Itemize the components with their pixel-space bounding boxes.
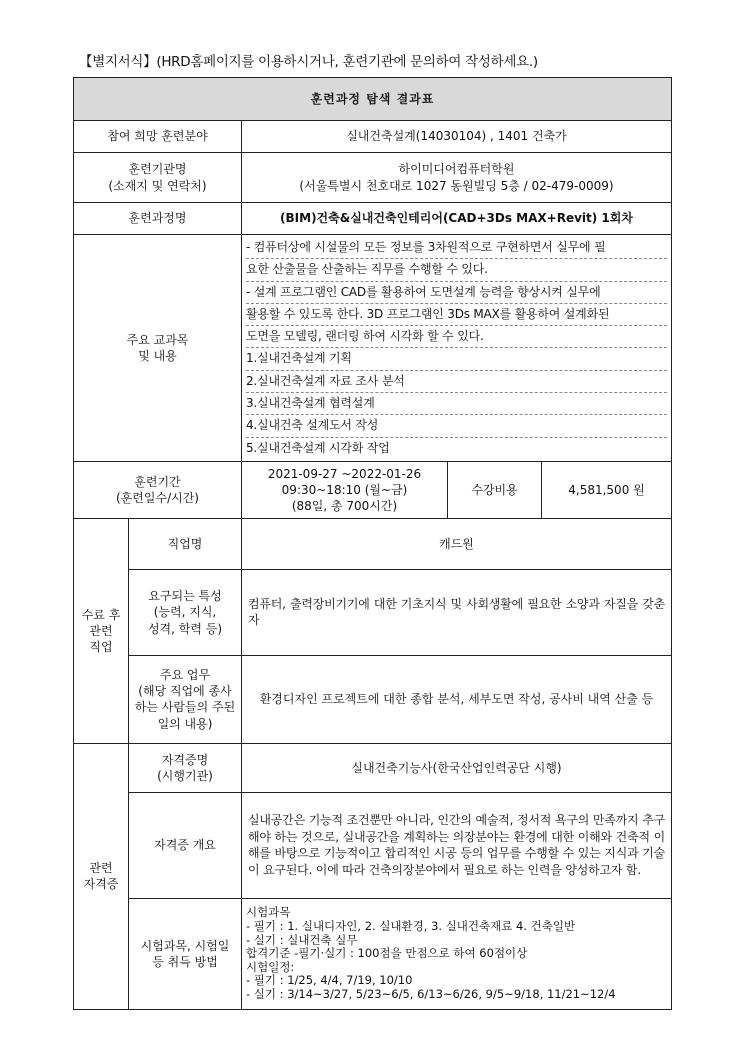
cert-exam-row [74,898,672,1009]
table-title: 훈련과정 탐색 결과표 [74,78,672,121]
exam-line: 합격기준 -필기·실기 : 100점을 만점으로 하여 60점이상 [246,946,528,961]
job-traits-label-line1: 요구되는 특성 [148,589,222,604]
result-table [73,77,672,1010]
period-time: 09:30~18:10 (월~금) [281,482,408,497]
subjects-line: - 설계 프로그램인 CAD를 활용하여 도면설계 능력을 향상시켜 실무에 [246,282,667,304]
subjects-line: 3.실내건축설계 협력설계 [246,393,667,415]
subjects-label-line2: 및 내용 [138,348,177,363]
job-duty-label-line2: (해당 직업에 종사 [138,684,232,699]
subjects-line: - 컴퓨터상에 시설물의 모든 정보를 3차원적으로 구현하면서 실무에 필 [246,237,667,259]
job-duty-label-line4: 일의 내용) [157,716,213,731]
cert-exam [242,898,672,1009]
cert-name-row [74,743,672,792]
institution-name: 하이미디어컴퓨터학원 [398,162,515,177]
course-value: (BIM)건축&실내건축인테리어(CAD+3Ds MAX+Revit) 1회차 [242,203,672,235]
job-traits: 컴퓨터, 출력장비기기에 대한 기초지식 및 사회생활에 필요한 소양과 자질을 갖춘 자 [242,569,672,655]
subjects-line: 요한 산출물을 산출하는 직무를 수행할 수 있다. [246,259,667,281]
cert-overview-label: 자격증 개요 [129,792,242,898]
course-row [74,203,672,235]
subjects-line: 도면을 모델링, 랜더링 하여 시각화 할 수 있다. [246,326,667,348]
cert-exam-label-line2: 등 취득 방법 [152,954,218,969]
job-name: 캐드원 [242,518,672,569]
job-duty-label [129,655,242,743]
fee-value: 4,581,500 원 [542,461,672,518]
title-row [74,78,672,121]
cert-exam-label-line1: 시험과목, 시험일 [140,938,230,953]
subjects-content [242,235,672,462]
cert-overview-row [74,792,672,898]
job-section-line2: 관련 [89,623,113,638]
subjects-label [74,235,242,462]
exam-line: 시험과목 [246,905,291,920]
cert-section-line1: 관련 [89,861,113,876]
job-name-row [74,518,672,569]
period-label-line1: 훈련기간 [134,474,181,489]
subjects-row [74,235,672,462]
period-row [74,461,672,518]
subjects-line: 2.실내건축설계 자료 조사 분석 [246,371,667,393]
cert-name: 실내건축기능사(한국산업인력공단 시행) [242,743,672,792]
cert-section-line2: 자격증 [83,877,119,892]
institution-address: (서울특별시 천호대로 1027 동원빌딩 5층 / 02-479-0009) [299,178,614,193]
subjects-line: 4.실내건축 설계도서 작성 [246,415,667,437]
job-traits-label-line2: (능력, 지식, [153,605,217,620]
cert-overview: 실내공간은 기능적 조건뿐만 아니라, 인간의 예술적, 정서적 욕구의 만족까지 추구해야 하는 것으로, 실내공간을 계획하는 의장분야는 환경에 대한 이해와 건축적 이해를 바탕으로 기능적이고 합리적인 시공 등의 업무를 수행할 수 있는 지식과 기술이 요구된다. 이에 따라 건축의장분야에서 필요로 하는 인력을 양성하고자 함. [242,792,672,898]
cert-name-label-line2: (시행기관) [157,768,213,783]
exam-line: - 실기 : 실내건축 실무 [246,932,358,947]
institution-row [74,153,672,203]
cert-name-label [129,743,242,792]
institution-label-line1: 훈련기관명 [128,162,187,177]
institution-label-line2: (소재지 및 연락처) [108,178,207,193]
job-traits-row [74,569,672,655]
exam-line: - 실기 : 3/14~3/27, 5/23~6/5, 6/13~6/26, 9/5~9/18, 11/21~12/4 [246,986,616,1001]
subjects-label-line1: 주요 교과목 [126,332,189,347]
exam-line: 시험일정: [246,959,295,974]
period-days: (88일, 총 700시간) [291,499,398,514]
job-duty-label-line1: 주요 업무 [159,668,211,683]
fee-label: 수강비용 [448,461,542,518]
subjects-line: 활용할 수 있도록 한다. 3D 프로그램인 3Ds MAX를 활용하여 설계화된 [246,304,667,326]
job-traits-label-line3: 성격, 학력 등) [147,621,223,636]
cert-name-label-line1: 자격증명 [161,752,209,767]
job-duty-label-line3: 하는 사람들의 주된 [134,700,236,715]
institution-value [242,153,672,203]
form-note: 【별지서식】(HRD홈페이지를 이용하시거나, 훈련기관에 문의하여 작성하세요.) [79,54,538,70]
cert-exam-label [129,898,242,1009]
field-row [74,121,672,153]
period-label-line2: (훈련일수/시간) [116,490,199,505]
job-section-line1: 수료 후 [81,607,121,622]
field-label: 참여 희망 훈련분야 [74,121,242,153]
period-value [242,461,448,518]
job-duty-row [74,655,672,743]
course-label: 훈련과정명 [74,203,242,235]
job-traits-label [129,569,242,655]
job-duty: 환경디자인 프로젝트에 대한 종합 분석, 세부도면 작성, 공사비 내역 산출 등 [242,655,672,743]
exam-line: - 필기 : 1. 실내디자인, 2. 실내환경, 3. 실내건축재료 4. 건축일반 [246,918,576,933]
subjects-line: 1.실내건축설계 기획 [246,348,667,370]
job-section-line3: 직업 [89,640,113,655]
period-dates: 2021-09-27 ~2022-01-26 [267,466,422,481]
cert-section-label [74,743,129,1009]
job-name-label: 직업명 [129,518,242,569]
field-value: 실내건축설계(14030104) , 1401 건축가 [242,121,672,153]
institution-label [74,153,242,203]
job-section-label [74,518,129,743]
subjects-line: 5.실내건축설계 시각화 작업 [246,440,390,455]
period-label [74,461,242,518]
exam-line: - 필기 : 1/25, 4/4, 7/19, 10/10 [246,973,413,988]
